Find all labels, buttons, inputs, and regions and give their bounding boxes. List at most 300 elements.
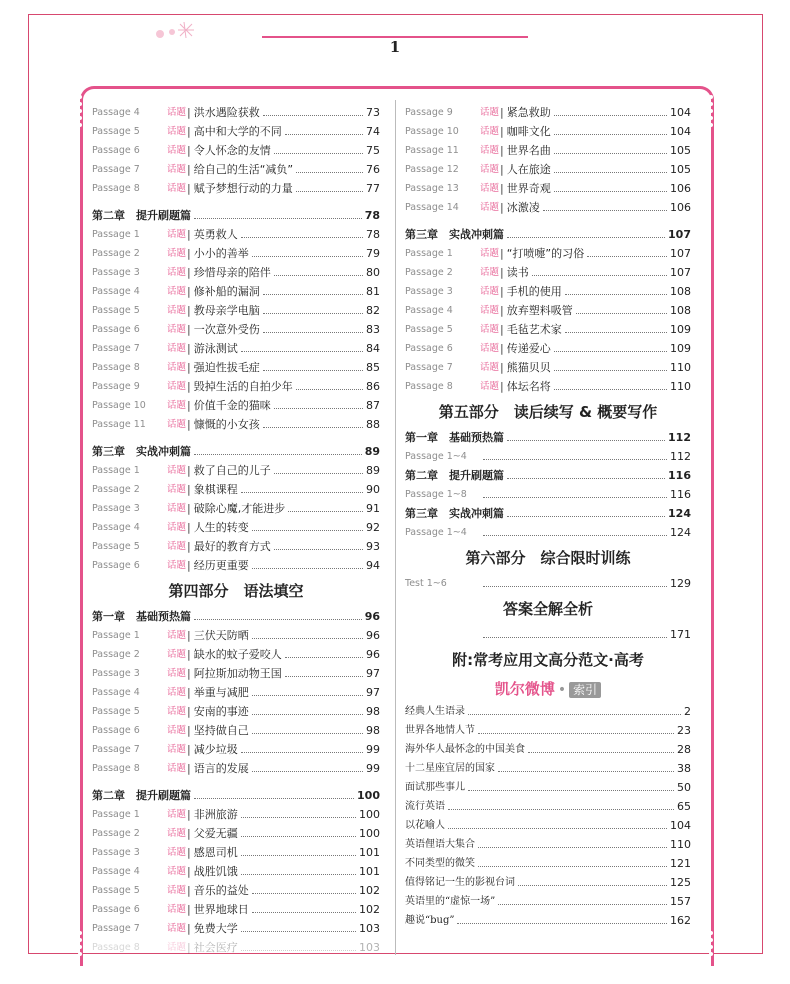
passage-label: Passage 1~4 — [405, 451, 467, 462]
dot-leader — [554, 379, 667, 390]
entry-title: 价值千金的猫咪 — [193, 399, 271, 412]
topic-tag: 话题 — [167, 381, 187, 392]
dot-leader — [483, 576, 667, 587]
page-ref: 74 — [366, 125, 380, 138]
passage-label: Passage 10 — [92, 400, 146, 411]
frame-dots-right-top — [709, 92, 714, 127]
topic-tag: 话题 — [167, 904, 187, 915]
toc-entry[interactable] — [92, 537, 380, 556]
toc-entry[interactable] — [92, 862, 380, 881]
dot-leader — [483, 627, 667, 638]
toc-entry[interactable] — [405, 301, 691, 320]
toc-entry[interactable] — [92, 626, 380, 645]
toc-entry[interactable] — [92, 244, 380, 263]
toc-entry[interactable] — [92, 881, 380, 900]
page-ref: 107 — [670, 266, 691, 279]
toc-entry[interactable] — [405, 282, 691, 301]
toc-entry[interactable] — [405, 523, 691, 542]
topic-tag: 话题 — [480, 267, 500, 278]
toc-entry[interactable] — [92, 122, 380, 141]
dot-leader — [263, 322, 363, 333]
chapter-row[interactable] — [92, 206, 380, 225]
topic-tag: 话题 — [167, 465, 187, 476]
page-ref: 75 — [366, 144, 380, 157]
page-ref: 84 — [366, 342, 380, 355]
page-ref: 99 — [366, 743, 380, 756]
passage-label: Passage 7 — [92, 164, 140, 175]
toc-entry[interactable] — [405, 702, 691, 721]
topic-tag: 话题 — [480, 126, 500, 137]
entry-title: 免费大学 — [193, 922, 238, 935]
section-gap — [92, 434, 380, 442]
toc-entry[interactable] — [405, 797, 691, 816]
toc-entry[interactable] — [92, 702, 380, 721]
entry-title: 缺水的蚊子爱咬人 — [193, 648, 282, 661]
page-ref: 101 — [359, 865, 380, 878]
toc-entry[interactable] — [405, 759, 691, 778]
dot-leader — [296, 181, 363, 192]
toc-entry[interactable] — [405, 103, 691, 122]
entry-title: 减少垃圾 — [193, 743, 238, 756]
toc-entry[interactable] — [92, 805, 380, 824]
topic-tag: 话题 — [480, 381, 500, 392]
dot-leader — [285, 124, 363, 135]
passage-label: Passage 10 — [405, 126, 459, 137]
page-ref: 125 — [670, 876, 691, 889]
toc-entry[interactable] — [405, 377, 691, 396]
passage-label: Passage 6 — [92, 324, 140, 335]
toc-right-column — [405, 103, 691, 930]
entry-title: 英勇救人 — [193, 228, 238, 241]
page-ref: 89 — [366, 464, 380, 477]
dot-leader — [241, 341, 363, 352]
topic-tag: 话题 — [480, 305, 500, 316]
page-ref: 104 — [670, 819, 691, 832]
dot-leader — [252, 902, 356, 913]
toc-entry[interactable] — [92, 339, 380, 358]
frame-dots-left-top — [78, 92, 83, 127]
toc-entry[interactable] — [92, 415, 380, 434]
tag-separator: | — [187, 380, 191, 393]
toc-entry[interactable] — [92, 320, 380, 339]
tag-separator: | — [500, 380, 504, 393]
tag-separator: | — [500, 304, 504, 317]
toc-entry[interactable] — [92, 103, 380, 122]
entry-title: 坚持做自己 — [193, 724, 249, 737]
toc-entry[interactable] — [405, 320, 691, 339]
toc-entry[interactable] — [92, 396, 380, 415]
dot-leader — [241, 826, 356, 837]
tag-separator: | — [187, 629, 191, 642]
entry-title: 毁掉生活的自拍少年 — [193, 380, 293, 393]
toc-entry[interactable] — [92, 499, 380, 518]
tag-separator: | — [500, 144, 504, 157]
toc-entry[interactable] — [405, 574, 691, 593]
chapter-row[interactable] — [405, 466, 691, 485]
toc-entry[interactable] — [92, 282, 380, 301]
entry-title: 音乐的益处 — [193, 884, 249, 897]
topic-tag: 话题 — [167, 809, 187, 820]
page-ref: 116 — [670, 488, 691, 501]
entry-title: 传递爱心 — [506, 342, 551, 355]
dot-leader — [241, 940, 356, 951]
page-ref: 102 — [359, 884, 380, 897]
topic-tag: 话题 — [167, 668, 187, 679]
page-ref: 97 — [366, 667, 380, 680]
dot-leader — [468, 704, 681, 715]
chapter-title: 第一章 基础预热篇 — [405, 431, 504, 444]
page-ref: 86 — [366, 380, 380, 393]
part-heading: 附:常考应用文高分范文·高考 — [452, 651, 644, 669]
topic-tag: 话题 — [167, 522, 187, 533]
passage-label: Passage 8 — [92, 942, 140, 953]
toc-entry[interactable] — [92, 824, 380, 843]
dot-leader — [448, 818, 667, 829]
toc-entry[interactable] — [92, 664, 380, 683]
dot-leader — [288, 501, 363, 512]
entry-title: 感恩司机 — [193, 846, 238, 859]
page-ref: 107 — [668, 228, 691, 241]
page-ref: 109 — [670, 342, 691, 355]
dot-leader — [274, 463, 363, 474]
entry-title: 体坛名将 — [506, 380, 551, 393]
passage-label: Passage 8 — [92, 183, 140, 194]
dot-leader — [554, 143, 667, 154]
toc-entry[interactable] — [405, 358, 691, 377]
entry-title: 高中和大学的不同 — [193, 125, 282, 138]
index-entry-title: 面试那些事儿 — [405, 782, 465, 793]
toc-entry[interactable] — [405, 854, 691, 873]
page-ref: 171 — [670, 628, 691, 641]
dot-leader — [554, 181, 667, 192]
passage-label: Passage 1 — [92, 465, 140, 476]
page-ref: 105 — [670, 144, 691, 157]
tag-separator: | — [187, 418, 191, 431]
tag-separator: | — [500, 182, 504, 195]
passage-label: Passage 3 — [92, 847, 140, 858]
toc-entry[interactable] — [92, 938, 380, 957]
toc-entry[interactable] — [92, 160, 380, 179]
toc-entry[interactable] — [405, 873, 691, 892]
topic-tag: 话题 — [167, 267, 187, 278]
toc-entry[interactable] — [405, 263, 691, 282]
dot-leader — [554, 360, 667, 371]
dot-leader — [554, 162, 667, 173]
toc-entry[interactable] — [92, 179, 380, 198]
toc-entry[interactable] — [405, 911, 691, 930]
toc-entry[interactable] — [405, 816, 691, 835]
page-ref: 87 — [366, 399, 380, 412]
passage-label: Passage 1~4 — [405, 527, 467, 538]
page-ref: 100 — [357, 789, 380, 802]
toc-entry[interactable] — [92, 919, 380, 938]
toc-entry[interactable] — [92, 900, 380, 919]
chapter-row[interactable] — [405, 428, 691, 447]
topic-tag: 话题 — [167, 847, 187, 858]
toc-entry[interactable] — [92, 645, 380, 664]
toc-left-column — [92, 103, 380, 957]
toc-entry[interactable] — [405, 179, 691, 198]
toc-entry[interactable] — [92, 759, 380, 778]
toc-entry[interactable] — [92, 301, 380, 320]
entry-title: 一次意外受伤 — [193, 323, 260, 336]
tag-separator: | — [187, 941, 191, 954]
part-heading: 第四部分 语法填空 — [168, 582, 304, 600]
dot-leader — [194, 609, 362, 620]
topic-tag: 话题 — [167, 942, 187, 953]
dot-leader — [241, 807, 356, 818]
column-divider — [395, 100, 396, 955]
toc-entry[interactable] — [405, 778, 691, 797]
passage-label: Passage 6 — [92, 145, 140, 156]
page-ref: 96 — [364, 610, 380, 623]
page-ref: 102 — [359, 903, 380, 916]
index-entry-title: 海外华人最怀念的中国美食 — [405, 744, 525, 755]
passage-label: Passage 7 — [92, 923, 140, 934]
entry-title: 安南的事迹 — [193, 705, 249, 718]
section-gap — [405, 217, 691, 225]
tag-separator: | — [187, 399, 191, 412]
topic-tag: 话题 — [480, 343, 500, 354]
entry-title: 令人怀念的友情 — [193, 144, 271, 157]
topic-tag: 话题 — [167, 866, 187, 877]
tag-separator: | — [500, 201, 504, 214]
toc-entry[interactable] — [405, 740, 691, 759]
tag-separator: | — [187, 125, 191, 138]
toc-entry[interactable] — [405, 721, 691, 740]
chapter-row[interactable] — [405, 225, 691, 244]
index-entry-title: 流行英语 — [405, 801, 445, 812]
entry-title: 读书 — [506, 266, 529, 279]
passage-label: Passage 8 — [92, 362, 140, 373]
tag-separator: | — [500, 266, 504, 279]
topic-tag: 话题 — [167, 305, 187, 316]
page-ref: 91 — [366, 502, 380, 515]
passage-label: Passage 11 — [92, 419, 146, 430]
topic-tag: 话题 — [167, 248, 187, 259]
tag-separator: | — [187, 705, 191, 718]
toc-entry[interactable] — [92, 225, 380, 244]
passage-label: Passage 6 — [92, 725, 140, 736]
toc-entry[interactable] — [92, 461, 380, 480]
page-ref: 79 — [366, 247, 380, 260]
topic-tag: 话题 — [480, 107, 500, 118]
entry-title: 举重与减肥 — [193, 686, 249, 699]
toc-entry[interactable] — [92, 377, 380, 396]
toc-entry[interactable] — [405, 625, 691, 644]
index-entry-title: 经典人生语录 — [405, 706, 465, 717]
passage-label: Passage 14 — [405, 202, 459, 213]
topic-tag: 话题 — [167, 484, 187, 495]
page-ref: 88 — [366, 418, 380, 431]
tag-separator: | — [500, 361, 504, 374]
topic-tag: 话题 — [167, 763, 187, 774]
toc-entry[interactable] — [92, 480, 380, 499]
toc-entry[interactable] — [405, 244, 691, 263]
tag-separator: | — [187, 304, 191, 317]
tag-separator: | — [500, 342, 504, 355]
toc-entry[interactable] — [405, 160, 691, 179]
dot-leader — [554, 124, 667, 135]
passage-label: Passage 2 — [92, 484, 140, 495]
dot-leader — [507, 430, 665, 441]
dot-leader — [263, 303, 363, 314]
entry-title: 毛毡艺术家 — [506, 323, 562, 336]
chapter-row[interactable] — [92, 786, 380, 805]
topic-tag: 话题 — [167, 744, 187, 755]
topic-tag: 话题 — [167, 541, 187, 552]
tag-separator: | — [187, 559, 191, 572]
toc-entry[interactable] — [405, 447, 691, 466]
toc-entry[interactable] — [405, 198, 691, 217]
chapter-row[interactable] — [405, 504, 691, 523]
passage-label: Passage 4 — [92, 107, 140, 118]
page-ref: 28 — [677, 743, 691, 756]
tag-separator: | — [187, 884, 191, 897]
topic-tag: 话题 — [167, 503, 187, 514]
tag-separator: | — [187, 323, 191, 336]
tag-separator: | — [187, 922, 191, 935]
entry-title: 社会医疗 — [193, 941, 238, 954]
dot-leader — [518, 875, 667, 886]
dot-leader — [498, 761, 674, 772]
entry-title: 救了自己的儿子 — [193, 464, 271, 477]
page-ref: 93 — [366, 540, 380, 553]
page-ref: 100 — [359, 808, 380, 821]
page-ref: 110 — [670, 380, 691, 393]
dot-leader — [483, 525, 667, 536]
tag-separator: | — [500, 163, 504, 176]
toc-entry[interactable] — [405, 892, 691, 911]
passage-label: Passage 13 — [405, 183, 459, 194]
dot-leader — [241, 227, 363, 238]
brand-name: 凯尔微博 — [494, 680, 555, 698]
topic-tag: 话题 — [167, 286, 187, 297]
passage-label: Passage 1 — [92, 630, 140, 641]
passage-label: Passage 9 — [405, 107, 453, 118]
brand-dot: • — [557, 682, 567, 698]
dot-leader — [554, 341, 667, 352]
toc-entry[interactable] — [405, 122, 691, 141]
topic-tag: 话题 — [167, 343, 187, 354]
tag-separator: | — [187, 865, 191, 878]
topic-tag: 话题 — [167, 164, 187, 175]
page-ref: 103 — [359, 922, 380, 935]
toc-entry[interactable] — [405, 339, 691, 358]
entry-title: 语言的发展 — [193, 762, 249, 775]
page-ref: 101 — [359, 846, 380, 859]
frame-dots-left-bottom — [78, 928, 83, 956]
page-ref: 103 — [359, 941, 380, 954]
dot-leader — [448, 799, 674, 810]
tag-separator: | — [187, 686, 191, 699]
toc-entry[interactable] — [92, 721, 380, 740]
passage-label: Passage 3 — [92, 668, 140, 679]
toc-entry[interactable] — [92, 740, 380, 759]
page-ref: 106 — [670, 201, 691, 214]
page-ref: 105 — [670, 163, 691, 176]
page-ref: 89 — [364, 445, 380, 458]
toc-entry[interactable] — [405, 835, 691, 854]
page-ref: 99 — [366, 762, 380, 775]
dot-leader — [498, 894, 667, 905]
index-entry-title: 十二星座宜居的国家 — [405, 763, 495, 774]
topic-tag: 话题 — [167, 560, 187, 571]
toc-entry[interactable] — [92, 843, 380, 862]
passage-label: Passage 2 — [92, 248, 140, 259]
passage-label: Passage 4 — [92, 866, 140, 877]
page-ref: 106 — [670, 182, 691, 195]
entry-title: 强迫性拔毛症 — [193, 361, 260, 374]
entry-title: 人生的转变 — [193, 521, 249, 534]
passage-label: Passage 4 — [92, 522, 140, 533]
chapter-title: 第三章 实战冲刺篇 — [405, 228, 504, 241]
toc-entry[interactable] — [92, 263, 380, 282]
dot-leader — [252, 246, 363, 257]
page-ref: 110 — [670, 361, 691, 374]
chapter-title: 第二章 提升刷题篇 — [92, 209, 191, 222]
topic-tag: 话题 — [167, 400, 187, 411]
passage-label: Passage 5 — [92, 885, 140, 896]
chapter-row[interactable] — [92, 607, 380, 626]
tag-separator: | — [187, 827, 191, 840]
page-ref: 98 — [366, 724, 380, 737]
page-ref: 94 — [366, 559, 380, 572]
toc-entry[interactable] — [405, 141, 691, 160]
chapter-row[interactable] — [92, 442, 380, 461]
toc-entry[interactable] — [92, 358, 380, 377]
page-ref: 129 — [670, 577, 691, 590]
entry-title: “打喷嚏”的习俗 — [506, 247, 585, 260]
tag-separator: | — [187, 106, 191, 119]
dot-leader — [296, 162, 363, 173]
passage-label: Passage 1 — [92, 809, 140, 820]
tag-separator: | — [187, 163, 191, 176]
entry-title: 破除心魔,才能进步 — [193, 502, 286, 515]
entry-title: 世界地球日 — [193, 903, 249, 916]
dot-leader — [565, 284, 667, 295]
dot-leader — [274, 398, 363, 409]
topic-tag: 话题 — [480, 324, 500, 335]
dot-leader — [252, 628, 363, 639]
topic-tag: 话题 — [480, 202, 500, 213]
entry-title: 紧急救助 — [506, 106, 551, 119]
toc-entry[interactable] — [92, 683, 380, 702]
passage-label: Test 1~6 — [405, 578, 447, 589]
page-ref: 83 — [366, 323, 380, 336]
dot-leader — [252, 558, 363, 569]
dot-leader — [241, 742, 363, 753]
dot-leader — [528, 742, 674, 753]
dot-leader — [241, 482, 363, 493]
chapter-title: 第一章 基础预热篇 — [92, 610, 191, 623]
tag-separator: | — [187, 144, 191, 157]
toc-entry[interactable] — [92, 556, 380, 575]
tag-separator: | — [187, 762, 191, 775]
entry-title: 人在旅途 — [506, 163, 551, 176]
dot-leader — [274, 265, 363, 276]
dot-leader — [194, 788, 354, 799]
section-gap — [92, 778, 380, 786]
toc-entry[interactable] — [405, 485, 691, 504]
chapter-title: 第三章 实战冲刺篇 — [92, 445, 191, 458]
page-ref: 81 — [366, 285, 380, 298]
toc-entry[interactable] — [92, 518, 380, 537]
tag-separator: | — [187, 743, 191, 756]
topic-tag: 话题 — [480, 164, 500, 175]
toc-entry[interactable] — [92, 141, 380, 160]
dot-leader — [274, 539, 363, 550]
